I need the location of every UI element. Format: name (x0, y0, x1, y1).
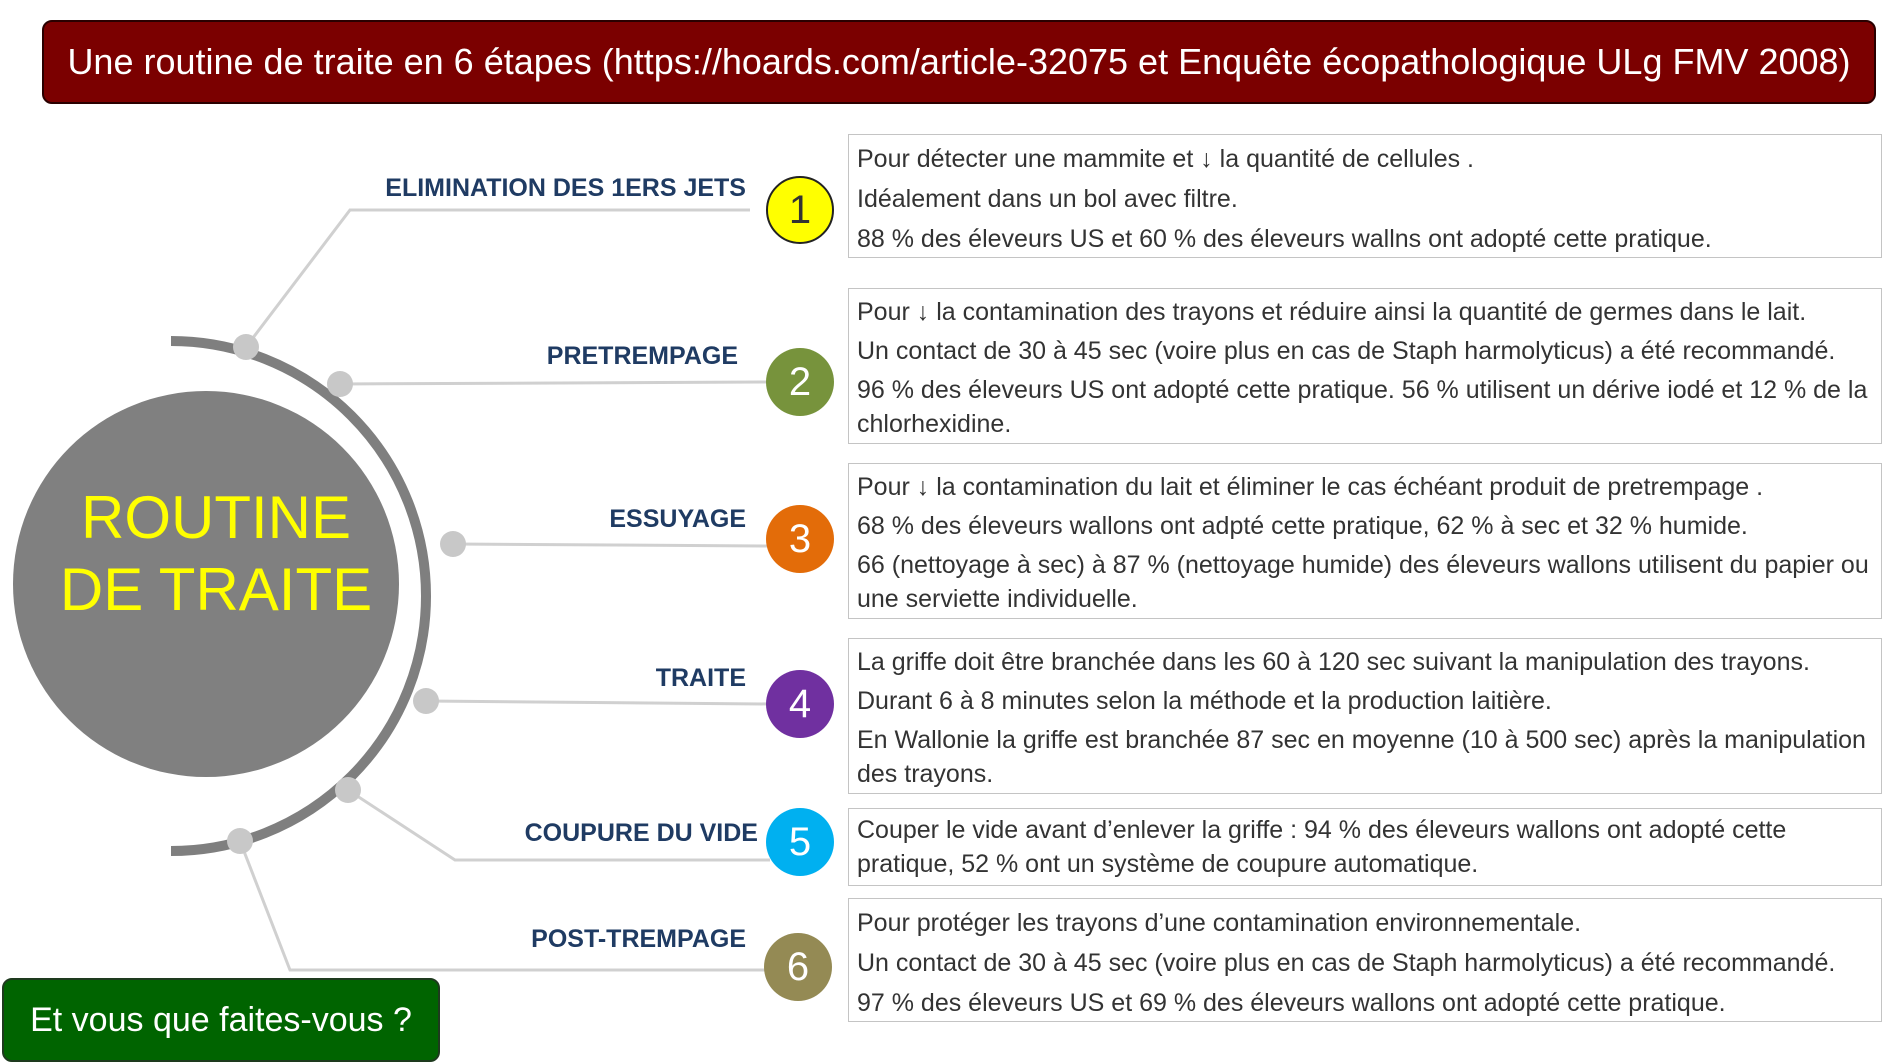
step-6-line-1: Pour protéger les trayons d’une contamination environnementale. (857, 909, 1582, 937)
step-3-description (848, 463, 1882, 619)
step-3-number: 3 (766, 505, 834, 573)
step-1-description (848, 134, 1882, 258)
step-6-line-2: Un contact de 30 à 45 sec (voire plus en cas de Staph harmolyticus) a été recommandé. (857, 949, 1836, 977)
step-4-line-2: Durant 6 à 8 minutes selon la méthode et la production laitière. (857, 687, 1552, 715)
step-1-label: ELIMINATION DES 1ERS JETS (385, 174, 746, 202)
step-4-label: TRAITE (655, 664, 746, 692)
step-4-number: 4 (766, 670, 834, 738)
step-3-label: ESSUYAGE (609, 505, 746, 533)
step-1-number: 1 (766, 176, 834, 244)
step-5-line-1: Couper le vide avant d’enlever la griffe : 94 % des éleveurs wallons ont adopté cette pratique, 52 % ont un système de coupure automatique. (857, 816, 1787, 878)
step-5-label: COUPURE DU VIDE (524, 819, 758, 847)
step-6-number: 6 (764, 933, 832, 1001)
step-2-line-3: 96 % des éleveurs US ont adopté cette pratique. 56 % utilisent un dérive iodé et 12 % de la chlorhexidine. (857, 376, 1868, 438)
step-4-description (848, 638, 1882, 794)
center-title-line2: DE TRAITE (59, 556, 373, 623)
step-3-line-3: 66 (nettoyage à sec) à 87 % (nettoyage humide) des éleveurs wallons utilisent du papier ou une serviette individuelle. (857, 551, 1869, 613)
node-3 (440, 531, 466, 557)
node-5 (335, 777, 361, 803)
node-1 (233, 334, 259, 360)
connector-line-4 (426, 701, 770, 704)
step-2-number: 2 (766, 348, 834, 416)
step-3-line-1: Pour ↓ la contamination du lait et éliminer le cas échéant produit de pretrempage . (857, 473, 1764, 501)
connector-line-2 (340, 382, 770, 384)
step-1-line-3: 88 % des éleveurs US et 60 % des éleveurs wallns ont adopté cette pratique. (857, 225, 1712, 253)
step-1-line-1: Pour détecter une mammite et ↓ la quantité de cellules . (857, 145, 1474, 173)
step-6-label: POST-TREMPAGE (531, 925, 746, 953)
step-4-line-3: En Wallonie la griffe est branchée 87 sec en moyenne (10 à 500 sec) après la manipulation des trayons. (857, 726, 1866, 788)
step-2-label: PRETREMPAGE (546, 342, 738, 370)
step-6-line-3: 97 % des éleveurs US et 69 % des éleveurs wallons ont adopté cette pratique. (857, 989, 1726, 1017)
title-banner: Une routine de traite en 6 étapes (https://hoards.com/article-32075 et Enquête écopathologique ULg FMV 2008) (42, 20, 1876, 104)
step-2-description (848, 288, 1882, 444)
step-2-line-1: Pour ↓ la contamination des trayons et réduire ainsi la quantité de germes dans le lait. (857, 298, 1807, 326)
connector-line-1 (246, 210, 750, 347)
center-title-line1: ROUTINE (81, 484, 351, 551)
step-6-description (848, 898, 1882, 1022)
step-1-line-2: Idéalement dans un bol avec filtre. (857, 185, 1238, 213)
step-5-number: 5 (766, 808, 834, 876)
connector-line-3 (453, 544, 770, 546)
node-6 (227, 828, 253, 854)
node-2 (327, 371, 353, 397)
step-5-description (848, 808, 1882, 886)
step-3-line-2: 68 % des éleveurs wallons ont adpté cette pratique, 62 % à sec et 32 % humide. (857, 512, 1748, 540)
step-4-line-1: La griffe doit être branchée dans les 60 à 120 sec suivant la manipulation des trayons. (857, 648, 1810, 676)
step-2-line-2: Un contact de 30 à 45 sec (voire plus en cas de Staph harmolyticus) a été recommandé. (857, 337, 1836, 365)
question-banner: Et vous que faites-vous ? (2, 978, 440, 1062)
center-title (30, 482, 402, 626)
